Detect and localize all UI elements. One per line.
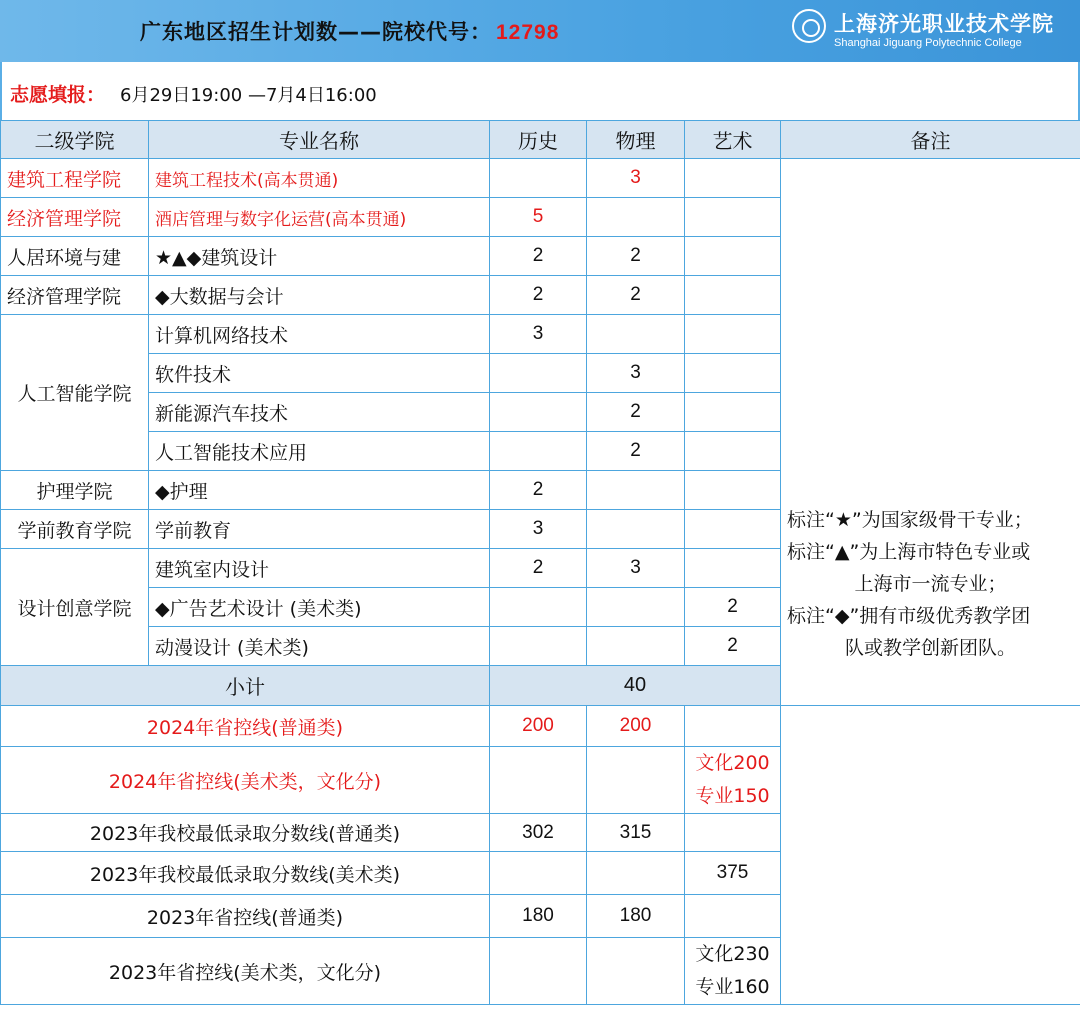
- physics-cell: [587, 198, 685, 237]
- art-cell: [685, 549, 781, 588]
- history-score: [490, 938, 587, 1005]
- college-cell: 学前教育学院: [1, 510, 149, 549]
- history-cell: [490, 627, 587, 666]
- history-cell: [490, 432, 587, 471]
- history-score: [490, 852, 587, 895]
- physics-cell: [587, 471, 685, 510]
- physics-score: [587, 938, 685, 1005]
- art-cell: [685, 471, 781, 510]
- col-header-college: 二级学院: [1, 121, 149, 159]
- physics-score: [587, 852, 685, 895]
- score-label: 2023年省控线(普通类): [1, 895, 490, 938]
- art-score-major: 专业160: [695, 976, 770, 998]
- art-cell: [685, 237, 781, 276]
- school-name-cn: 上海济光职业技术学院: [834, 12, 1054, 36]
- physics-score: 200: [587, 706, 685, 747]
- history-cell: 5: [490, 198, 587, 237]
- col-header-art: 艺术: [685, 121, 781, 159]
- remarks-blank-cell: [781, 706, 1080, 1005]
- major-cell: 酒店管理与数字化运营(高本贯通): [149, 198, 490, 237]
- physics-cell: 3: [587, 159, 685, 198]
- art-cell: [685, 276, 781, 315]
- score-row: [1, 706, 1080, 747]
- remark-line: 标注“★”为国家级骨干专业；: [787, 509, 1033, 531]
- major-cell: 计算机网络技术: [149, 315, 490, 354]
- col-header-physics: 物理: [587, 121, 685, 159]
- art-score: [685, 938, 781, 1005]
- college-cell: 设计创意学院: [1, 549, 149, 666]
- score-label: 2024年省控线(普通类): [1, 706, 490, 747]
- college-cell: 人居环境与建: [1, 237, 149, 276]
- art-score-major: 专业150: [695, 785, 770, 807]
- major-cell: ◆广告艺术设计 (美术类): [149, 588, 490, 627]
- history-cell: 2: [490, 471, 587, 510]
- art-cell: [685, 159, 781, 198]
- table-header-row: [1, 121, 1080, 159]
- history-cell: 2: [490, 237, 587, 276]
- history-score: 302: [490, 814, 587, 852]
- physics-score: 180: [587, 895, 685, 938]
- school-name-en: Shanghai Jiguang Polytechnic College: [834, 37, 1022, 49]
- physics-cell: [587, 627, 685, 666]
- major-cell: 学前教育: [149, 510, 490, 549]
- physics-cell: 2: [587, 276, 685, 315]
- col-header-history: 历史: [490, 121, 587, 159]
- art-score: [685, 706, 781, 747]
- score-label: 2023年省控线(美术类，文化分): [1, 938, 490, 1005]
- physics-cell: [587, 588, 685, 627]
- college-cell: 建筑工程学院: [1, 159, 149, 198]
- subtotal-value: 40: [490, 666, 781, 706]
- history-cell: 3: [490, 315, 587, 354]
- physics-cell: 3: [587, 549, 685, 588]
- history-cell: 2: [490, 549, 587, 588]
- application-label: 志愿填报：: [10, 84, 106, 106]
- history-cell: [490, 354, 587, 393]
- remark-line: 标注“◆”拥有市级优秀教学团: [787, 605, 1031, 627]
- physics-cell: 2: [587, 432, 685, 471]
- history-score: [490, 747, 587, 814]
- col-header-remarks: 备注: [781, 121, 1080, 159]
- remark-line: 标注“▲”为上海市特色专业或: [787, 541, 1031, 563]
- remark-line: 队或教学创新团队。: [844, 637, 1016, 659]
- plan-table: [0, 120, 1080, 1005]
- major-cell: 人工智能技术应用: [149, 432, 490, 471]
- score-label: 2023年我校最低录取分数线(普通类): [1, 814, 490, 852]
- major-cell: ◆大数据与会计: [149, 276, 490, 315]
- college-cell: 经济管理学院: [1, 276, 149, 315]
- school-logo-icon: [792, 9, 826, 43]
- physics-cell: [587, 510, 685, 549]
- art-score: 375: [685, 852, 781, 895]
- physics-cell: 2: [587, 237, 685, 276]
- college-cell: 护理学院: [1, 471, 149, 510]
- application-dates: 6月29日19:00 —7月4日16:00: [120, 85, 377, 106]
- remarks-cell: [781, 159, 1080, 706]
- physics-cell: 3: [587, 354, 685, 393]
- plan-title: [140, 16, 559, 46]
- score-label: 2024年省控线(美术类，文化分): [1, 747, 490, 814]
- art-score-culture: 文化200: [695, 752, 770, 774]
- school-code: 12798: [496, 21, 560, 44]
- art-score-culture: 文化230: [695, 943, 770, 965]
- art-cell: [685, 510, 781, 549]
- physics-score: 315: [587, 814, 685, 852]
- art-cell: [685, 315, 781, 354]
- art-score: [685, 747, 781, 814]
- history-cell: [490, 393, 587, 432]
- history-cell: 2: [490, 276, 587, 315]
- major-cell: 建筑室内设计: [149, 549, 490, 588]
- physics-cell: 2: [587, 393, 685, 432]
- college-cell: 经济管理学院: [1, 198, 149, 237]
- major-cell: ★▲◆建筑设计: [149, 237, 490, 276]
- art-cell: [685, 393, 781, 432]
- major-cell: 建筑工程技术(高本贯通): [149, 159, 490, 198]
- subtotal-label: 小计: [1, 666, 490, 706]
- art-cell: [685, 354, 781, 393]
- table-row: [1, 159, 1080, 198]
- remark-line: 上海市一流专业；: [854, 573, 1007, 595]
- plan-title-text: 广东地区招生计划数——院校代号：: [140, 20, 492, 44]
- history-cell: 3: [490, 510, 587, 549]
- major-cell: ◆护理: [149, 471, 490, 510]
- history-cell: [490, 588, 587, 627]
- application-window: [0, 62, 1080, 120]
- major-cell: 动漫设计 (美术类): [149, 627, 490, 666]
- history-score: 180: [490, 895, 587, 938]
- history-score: 200: [490, 706, 587, 747]
- art-cell: 2: [685, 627, 781, 666]
- major-cell: 新能源汽车技术: [149, 393, 490, 432]
- major-cell: 软件技术: [149, 354, 490, 393]
- history-cell: [490, 159, 587, 198]
- physics-cell: [587, 315, 685, 354]
- art-score: [685, 895, 781, 938]
- physics-score: [587, 747, 685, 814]
- art-cell: 2: [685, 588, 781, 627]
- art-score: [685, 814, 781, 852]
- col-header-major: 专业名称: [149, 121, 490, 159]
- college-cell: 人工智能学院: [1, 315, 149, 471]
- score-label: 2023年我校最低录取分数线(美术类): [1, 852, 490, 895]
- art-cell: [685, 432, 781, 471]
- art-cell: [685, 198, 781, 237]
- header-banner: [0, 0, 1080, 62]
